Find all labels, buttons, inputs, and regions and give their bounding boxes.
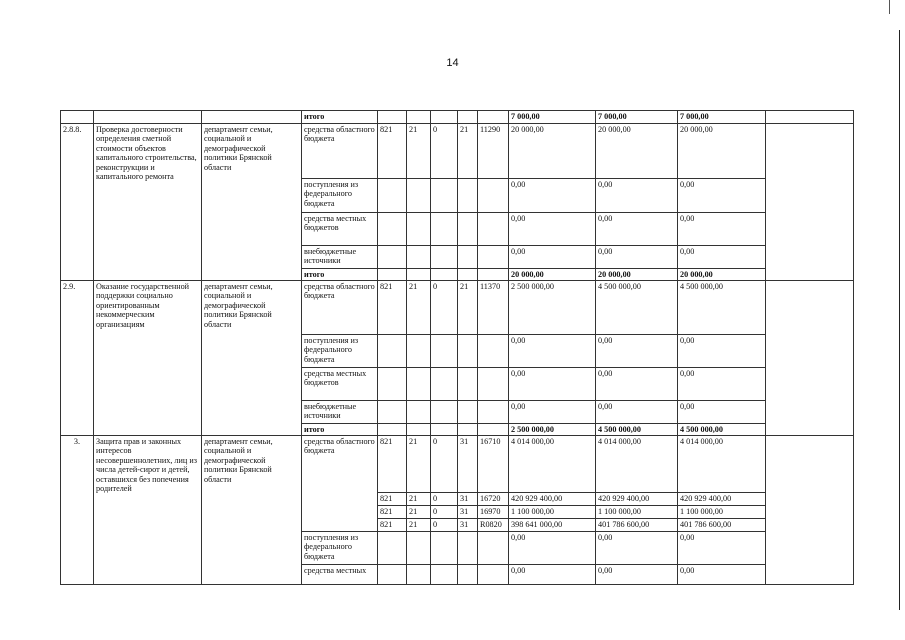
grbs-cell: 821 (378, 506, 407, 519)
page-number: 14 (446, 57, 459, 69)
year3-cell: 1 100 000,00 (678, 506, 766, 519)
item-name: Защита прав и законных интересов несовершеннолетних, лиц из числа детей-сирот и детей, оставшихся без попечения родителей (94, 436, 202, 585)
code-cell: R0820 (478, 519, 509, 532)
rz-cell (407, 424, 431, 436)
csr-cell (458, 424, 478, 436)
year2-cell: 0,00 (596, 335, 678, 368)
empty-cell (766, 124, 854, 281)
year3-cell: 0,00 (678, 401, 766, 424)
year1-cell: 0,00 (509, 401, 596, 424)
rz-cell (407, 368, 431, 401)
table-row (61, 281, 854, 335)
year3-cell: 0,00 (678, 213, 766, 246)
item-number: 2.9. (61, 281, 94, 436)
csr-cell: 21 (458, 124, 478, 179)
code-cell (478, 335, 509, 368)
code-cell (478, 565, 509, 585)
year1-cell: 0,00 (509, 213, 596, 246)
csr-cell: 31 (458, 493, 478, 506)
year2-cell: 20 000,00 (596, 269, 678, 281)
year3-cell: 401 786 600,00 (678, 519, 766, 532)
year2-cell: 1 100 000,00 (596, 506, 678, 519)
pr-cell: 0 (431, 493, 458, 506)
code-cell (478, 179, 509, 213)
year1-cell: 0,00 (509, 246, 596, 269)
pr-cell (431, 335, 458, 368)
rz-cell: 21 (407, 506, 431, 519)
year2-cell: 0,00 (596, 179, 678, 213)
source-cell: средства областного бюджета (302, 124, 378, 179)
source-cell: поступления из федерального бюджета (302, 179, 378, 213)
grbs-cell (378, 213, 407, 246)
code-cell (478, 532, 509, 565)
item-executor: департамент семьи, социальной и демографической политики Брянской области (202, 436, 302, 585)
csr-cell (458, 401, 478, 424)
csr-cell (458, 111, 478, 124)
item-name: Проверка достоверности определения сметной стоимости объектов капитального строительства, реконструкции и капитального ремонта (94, 124, 202, 281)
rz-cell (407, 269, 431, 281)
rz-cell (407, 335, 431, 368)
year2-cell: 0,00 (596, 532, 678, 565)
year1-cell: 2 500 000,00 (509, 281, 596, 335)
pr-cell (431, 179, 458, 213)
table-row (61, 124, 854, 179)
item-executor: департамент семьи, социальной и демографической политики Брянской области (202, 281, 302, 436)
grbs-cell (378, 401, 407, 424)
grbs-cell: 821 (378, 493, 407, 506)
budget-table (60, 110, 854, 585)
grbs-cell: 821 (378, 436, 407, 493)
item-number: 3. (61, 436, 94, 585)
year2-cell: 4 500 000,00 (596, 424, 678, 436)
source-cell: поступления из федерального бюджета (302, 532, 378, 565)
rz-cell (407, 532, 431, 565)
year1-cell: 1 100 000,00 (509, 506, 596, 519)
source-cell: средства областного бюджета (302, 436, 378, 532)
source-cell: поступления из федерального бюджета (302, 335, 378, 368)
rz-cell (407, 111, 431, 124)
year3-cell: 0,00 (678, 532, 766, 565)
csr-cell (458, 532, 478, 565)
year2-cell: 0,00 (596, 565, 678, 585)
grbs-cell (378, 368, 407, 401)
empty-cell (766, 281, 854, 436)
rz-cell (407, 246, 431, 269)
year1-cell: 420 929 400,00 (509, 493, 596, 506)
year3-cell: 0,00 (678, 179, 766, 213)
code-cell (478, 424, 509, 436)
csr-cell: 31 (458, 519, 478, 532)
code-cell: 16720 (478, 493, 509, 506)
year2-cell: 401 786 600,00 (596, 519, 678, 532)
year3-cell: 20 000,00 (678, 269, 766, 281)
grbs-cell (378, 565, 407, 585)
grbs-cell (378, 532, 407, 565)
rz-cell: 21 (407, 124, 431, 179)
code-cell (478, 246, 509, 269)
year3-cell: 0,00 (678, 335, 766, 368)
source-cell: средства местных бюджетов (302, 368, 378, 401)
csr-cell (458, 246, 478, 269)
pr-cell (431, 401, 458, 424)
year3-cell: 0,00 (678, 368, 766, 401)
year3-cell: 0,00 (678, 565, 766, 585)
year3-cell: 20 000,00 (678, 124, 766, 179)
year2-cell: 420 929 400,00 (596, 493, 678, 506)
pr-cell (431, 213, 458, 246)
code-cell (478, 269, 509, 281)
year3-cell: 420 929 400,00 (678, 493, 766, 506)
pr-cell: 0 (431, 436, 458, 493)
code-cell (478, 111, 509, 124)
code-cell: 11370 (478, 281, 509, 335)
year2-cell: 7 000,00 (596, 111, 678, 124)
grbs-cell (378, 246, 407, 269)
code-cell: 11290 (478, 124, 509, 179)
year1-cell: 7 000,00 (509, 111, 596, 124)
pr-cell: 0 (431, 124, 458, 179)
year2-cell: 0,00 (596, 368, 678, 401)
grbs-cell (378, 179, 407, 213)
code-cell (478, 368, 509, 401)
grbs-cell (378, 111, 407, 124)
year3-cell: 4 500 000,00 (678, 281, 766, 335)
empty-cell (766, 111, 854, 124)
pr-cell (431, 532, 458, 565)
pr-cell: 0 (431, 519, 458, 532)
code-cell: 16970 (478, 506, 509, 519)
rz-cell (407, 179, 431, 213)
year1-cell: 20 000,00 (509, 124, 596, 179)
source-cell: внебюджетные источники (302, 401, 378, 424)
year1-cell: 4 014 000,00 (509, 436, 596, 493)
year2-cell: 0,00 (596, 246, 678, 269)
pr-cell (431, 269, 458, 281)
year2-cell: 20 000,00 (596, 124, 678, 179)
table-row (61, 111, 854, 124)
pr-cell (431, 111, 458, 124)
source-cell: средства областного бюджета (302, 281, 378, 335)
csr-cell: 31 (458, 506, 478, 519)
pr-cell (431, 565, 458, 585)
csr-cell (458, 213, 478, 246)
grbs-cell: 821 (378, 124, 407, 179)
rz-cell (407, 565, 431, 585)
code-cell (478, 213, 509, 246)
empty-cell (766, 436, 854, 585)
csr-cell (458, 368, 478, 401)
scan-edge-line (899, 30, 900, 610)
item-name: Оказание государственной поддержки социально ориентированным некоммерческим организациям (94, 281, 202, 436)
year3-cell: 4 014 000,00 (678, 436, 766, 493)
rz-cell (407, 401, 431, 424)
year1-cell: 0,00 (509, 335, 596, 368)
rz-cell: 21 (407, 519, 431, 532)
csr-cell (458, 179, 478, 213)
pr-cell (431, 424, 458, 436)
pr-cell (431, 368, 458, 401)
year1-cell: 0,00 (509, 532, 596, 565)
item-number: 2.8.8. (61, 124, 94, 281)
year2-cell: 0,00 (596, 401, 678, 424)
pr-cell (431, 246, 458, 269)
csr-cell: 21 (458, 281, 478, 335)
grbs-cell (378, 335, 407, 368)
rz-cell: 21 (407, 436, 431, 493)
rz-cell (407, 213, 431, 246)
csr-cell: 31 (458, 436, 478, 493)
rz-cell: 21 (407, 281, 431, 335)
csr-cell (458, 335, 478, 368)
year1-cell: 0,00 (509, 179, 596, 213)
source-cell: внебюджетные источники (302, 246, 378, 269)
csr-cell (458, 269, 478, 281)
year2-cell: 0,00 (596, 213, 678, 246)
year1-cell: 20 000,00 (509, 269, 596, 281)
rz-cell: 21 (407, 493, 431, 506)
code-cell: 16710 (478, 436, 509, 493)
year3-cell: 0,00 (678, 246, 766, 269)
code-cell (478, 401, 509, 424)
source-cell: итого (302, 424, 378, 436)
executor-cell (202, 111, 302, 124)
num-cell (61, 111, 94, 124)
year1-cell: 398 641 000,00 (509, 519, 596, 532)
csr-cell (458, 565, 478, 585)
pr-cell: 0 (431, 281, 458, 335)
year3-cell: 4 500 000,00 (678, 424, 766, 436)
source-cell: итого (302, 269, 378, 281)
name-cell (94, 111, 202, 124)
grbs-cell (378, 269, 407, 281)
grbs-cell (378, 424, 407, 436)
table-row (61, 436, 854, 493)
grbs-cell: 821 (378, 281, 407, 335)
source-cell: итого (302, 111, 378, 124)
year2-cell: 4 500 000,00 (596, 281, 678, 335)
year3-cell: 7 000,00 (678, 111, 766, 124)
pr-cell: 0 (431, 506, 458, 519)
item-executor: департамент семьи, социальной и демографической политики Брянской области (202, 124, 302, 281)
year2-cell: 4 014 000,00 (596, 436, 678, 493)
source-cell: средства местных (302, 565, 378, 585)
year1-cell: 2 500 000,00 (509, 424, 596, 436)
scan-edge-tick (889, 0, 890, 14)
year1-cell: 0,00 (509, 368, 596, 401)
grbs-cell: 821 (378, 519, 407, 532)
source-cell: средства местных бюджетов (302, 213, 378, 246)
year1-cell: 0,00 (509, 565, 596, 585)
